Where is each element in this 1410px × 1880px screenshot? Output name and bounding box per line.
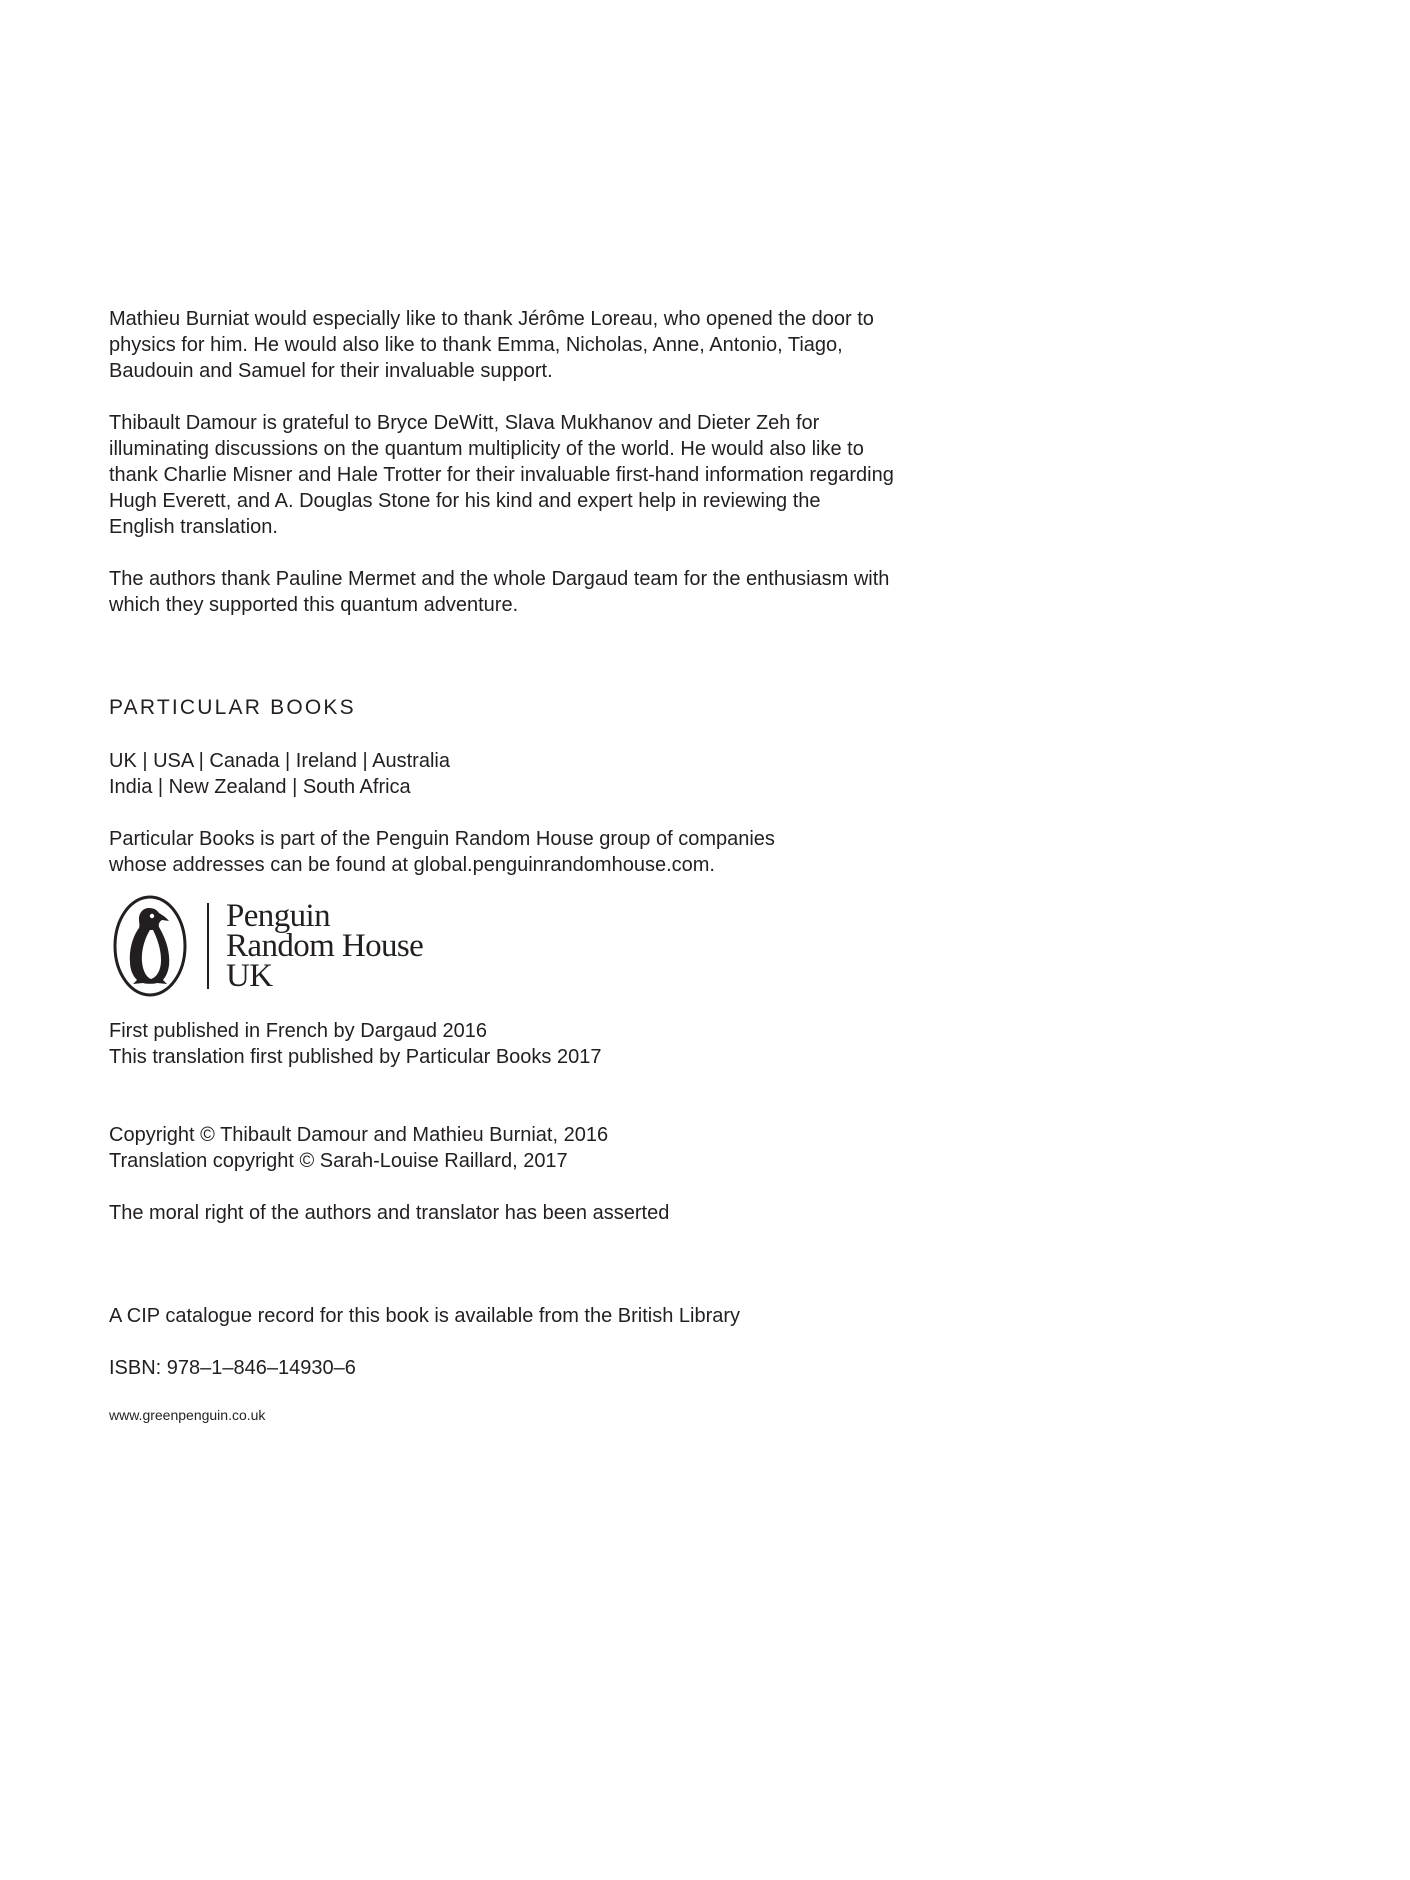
imprint-name: PARTICULAR BOOKS xyxy=(109,696,356,719)
text-line: This translation first published by Particular Books 2017 xyxy=(109,1046,602,1068)
moral-right-statement: The moral right of the authors and translator has been asserted xyxy=(109,1202,670,1224)
text-line: India | New Zealand | South Africa xyxy=(109,776,411,798)
text-line: Mathieu Burniat would especially like to thank Jérôme Loreau, who opened the door to xyxy=(109,308,874,330)
logo-divider xyxy=(207,903,209,989)
text-line: Particular Books is part of the Penguin Random House group of companies xyxy=(109,828,775,850)
text-line: Baudouin and Samuel for their invaluable support. xyxy=(109,360,553,382)
acknowledgement-damour xyxy=(109,410,894,540)
logo-line: Random House xyxy=(226,928,424,964)
acknowledgement-burniat xyxy=(109,306,874,384)
imprint-territories xyxy=(109,748,450,800)
text-line: Copyright © Thibault Damour and Mathieu Burniat, 2016 xyxy=(109,1124,609,1146)
text-line: whose addresses can be found at global.penguinrandomhouse.com. xyxy=(109,854,715,876)
logo-line: UK xyxy=(226,958,273,994)
text-line: Thibault Damour is grateful to Bryce DeWitt, Slava Mukhanov and Dieter Zeh for xyxy=(109,412,820,434)
isbn: ISBN: 978–1–846–14930–6 xyxy=(109,1357,356,1379)
website-link[interactable]: www.greenpenguin.co.uk xyxy=(109,1407,266,1423)
text-line: thank Charlie Misner and Hale Trotter for their invaluable first-hand information regarding xyxy=(109,464,894,486)
text-line: which they supported this quantum adventure. xyxy=(109,594,519,616)
text-line: physics for him. He would also like to thank Emma, Nicholas, Anne, Antonio, Tiago, xyxy=(109,334,843,356)
text-line: English translation. xyxy=(109,516,278,538)
text-line: First published in French by Dargaud 2016 xyxy=(109,1020,487,1042)
text-line: Translation copyright © Sarah-Louise Raillard, 2017 xyxy=(109,1150,568,1172)
text-line: Hugh Everett, and A. Douglas Stone for his kind and expert help in reviewing the xyxy=(109,490,821,512)
penguin-icon xyxy=(112,894,188,998)
text-line: The authors thank Pauline Mermet and the whole Dargaud team for the enthusiasm with xyxy=(109,568,890,590)
penguin-random-house-logo xyxy=(112,893,457,999)
logo-line: Penguin xyxy=(226,898,330,934)
logo-wordmark xyxy=(226,898,424,994)
imprint-group-statement xyxy=(109,826,775,878)
text-line: UK | USA | Canada | Ireland | Australia xyxy=(109,750,450,772)
text-line: illuminating discussions on the quantum multiplicity of the world. He would also like to xyxy=(109,438,864,460)
acknowledgement-authors xyxy=(109,566,889,618)
publication-history xyxy=(109,1018,601,1070)
copyright-notice xyxy=(109,1122,608,1174)
cip-statement: A CIP catalogue record for this book is available from the British Library xyxy=(109,1305,741,1327)
